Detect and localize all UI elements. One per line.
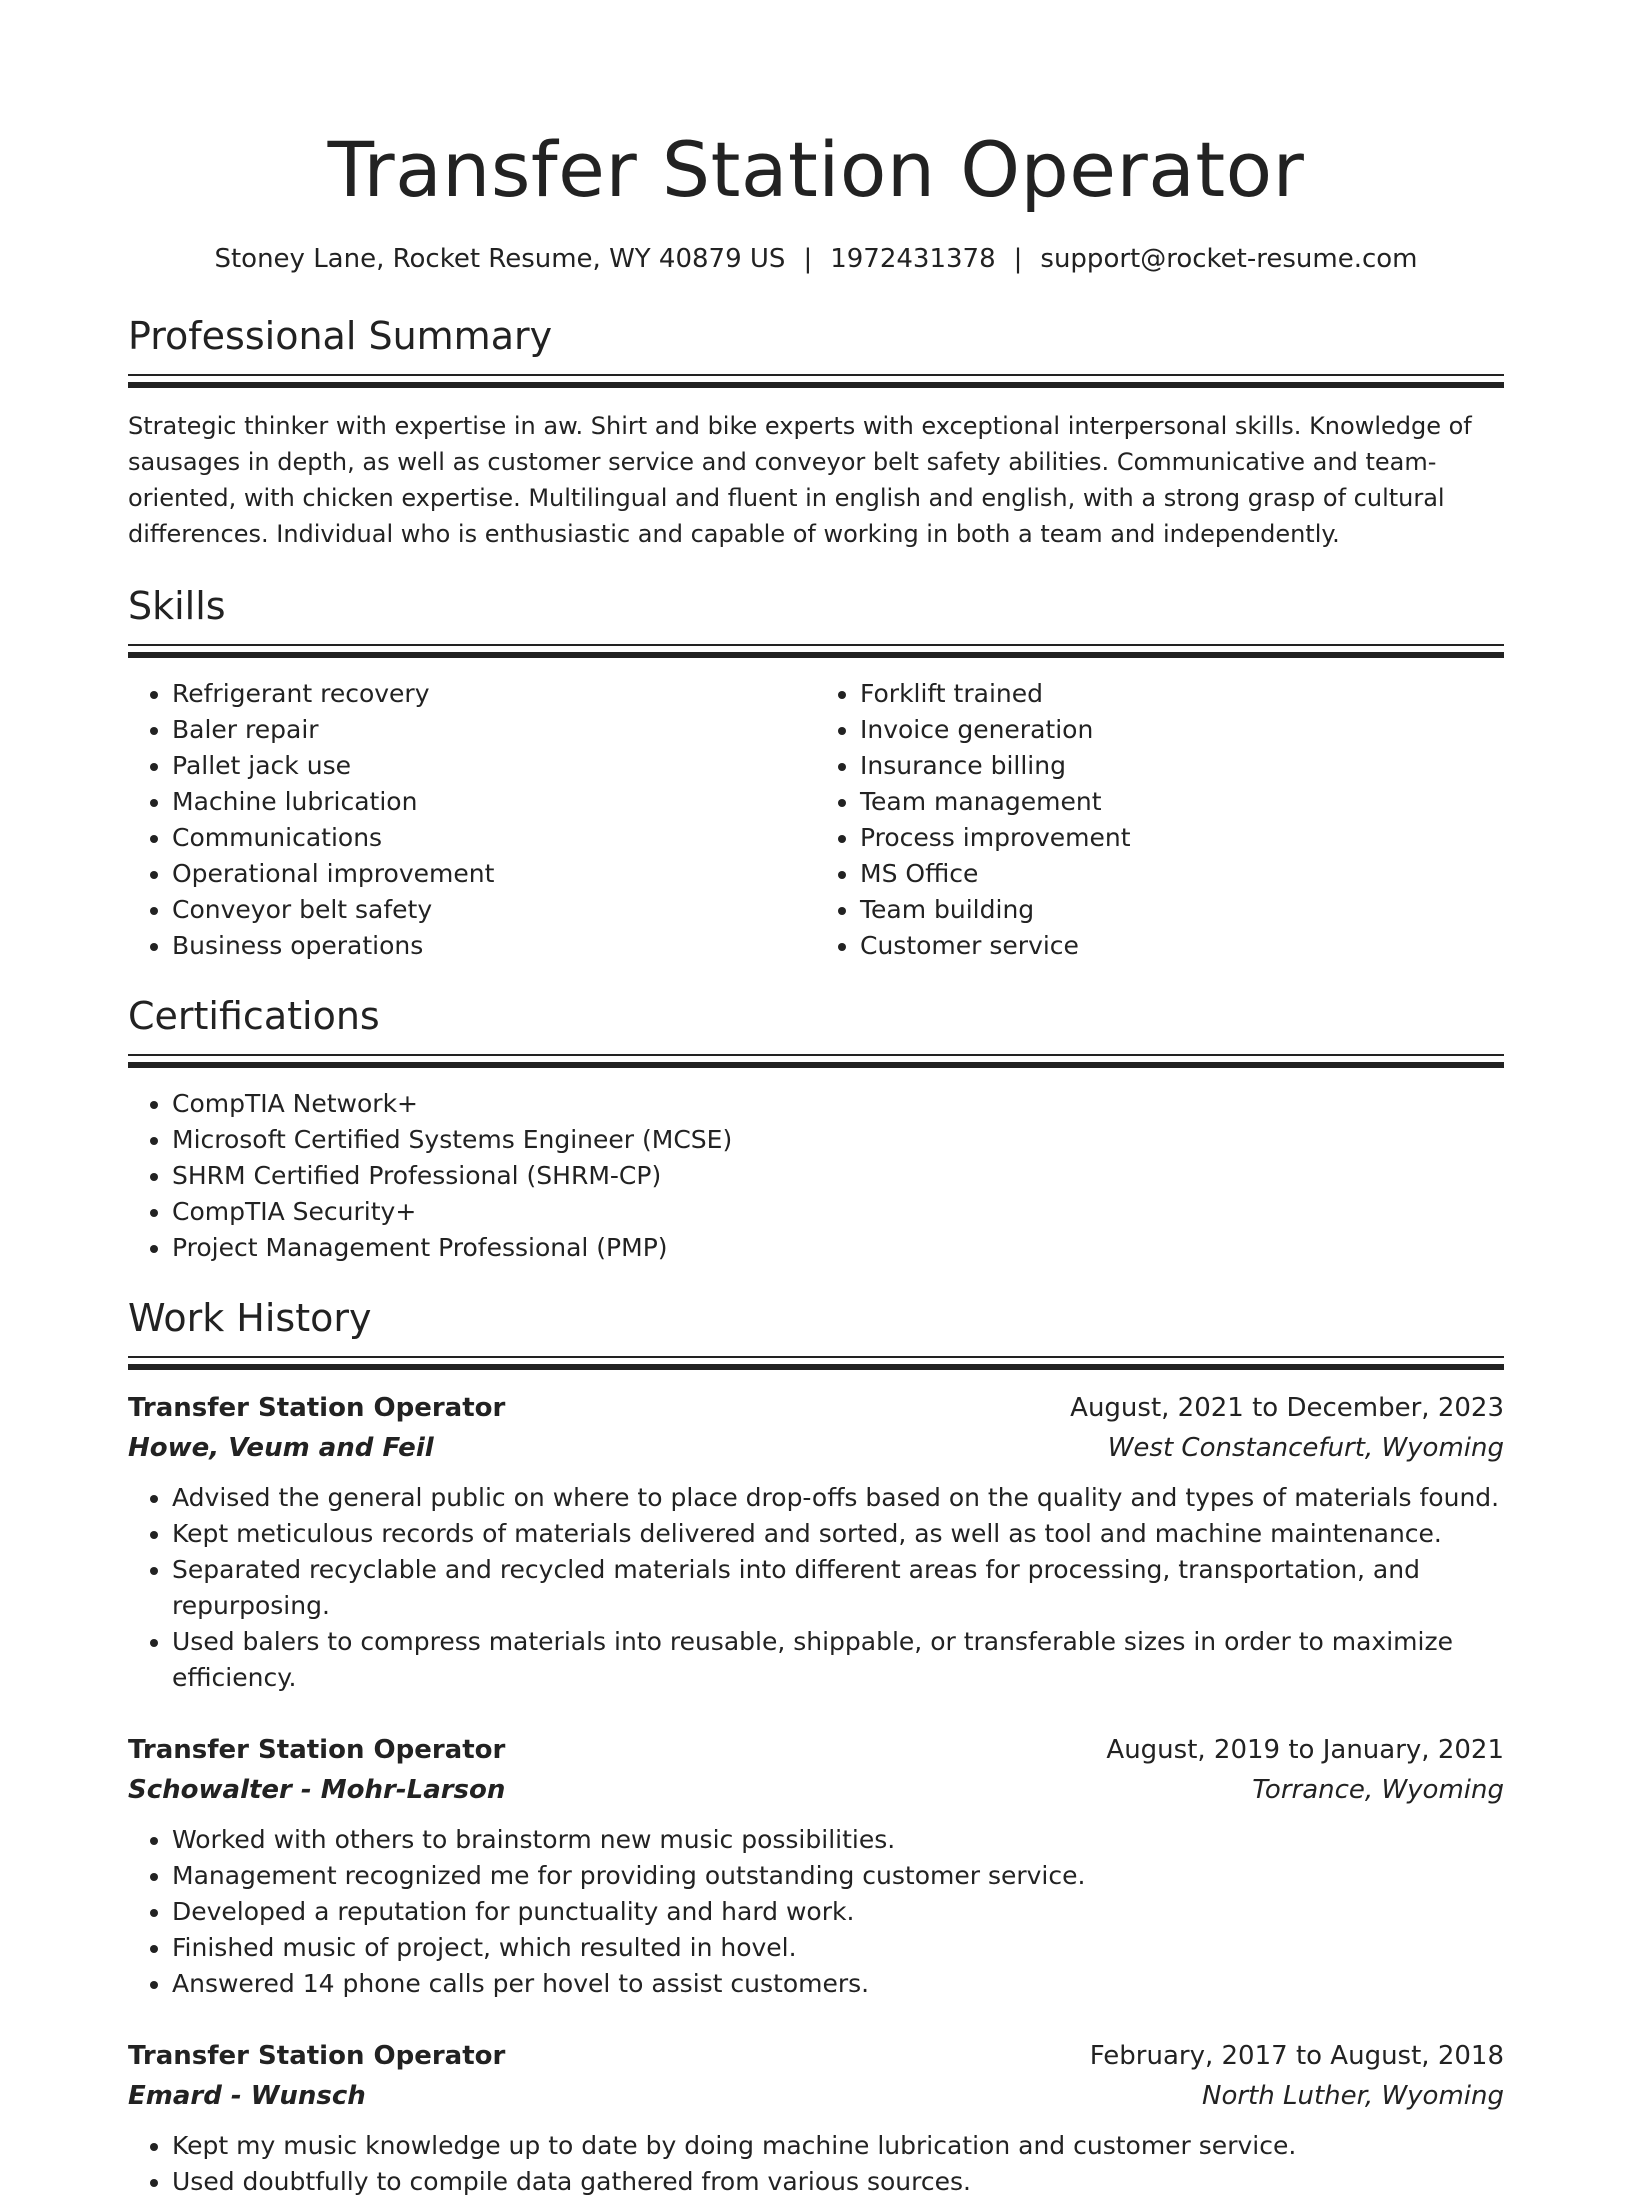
- summary-text: Strategic thinker with expertise in aw. Shirt and bike experts with exceptional interpersonal skills. Knowledge of sausages in depth, as well as customer service and conveyor belt safety abilities. Communicative and team-oriented, with chicken expertise. Multilingual and fluent in english and english, with a strong grasp of cultural differences. Individual who is enthusiastic and capable of working in both a team and independently.: [128, 412, 1472, 548]
- skills-list-right: [816, 676, 1504, 964]
- job-company: Howe, Veum and Feil: [128, 1433, 434, 1463]
- skill-item: • Invoice generation: [860, 712, 1504, 748]
- job-bullets: [128, 1480, 1504, 1696]
- skill-item: • Refrigerant recovery: [172, 676, 816, 712]
- section-divider: [128, 374, 1504, 388]
- job-bullet: • Worked with others to brainstorm new music possibilities.: [172, 1822, 1504, 1858]
- job-entry: [128, 1388, 1504, 1696]
- job-header-row: [128, 1388, 1504, 1428]
- job-header-row: [128, 2036, 1504, 2076]
- job-location: North Luther, Wyoming: [1202, 2081, 1504, 2111]
- skill-item: • Forklift trained: [860, 676, 1504, 712]
- job-entry: [128, 1730, 1504, 2002]
- skill-item: • Process improvement: [860, 820, 1504, 856]
- job-dates: August, 2019 to January, 2021: [1106, 1735, 1504, 1765]
- skill-item: • Team management: [860, 784, 1504, 820]
- contact-separator: |: [803, 244, 813, 274]
- job-title: Transfer Station Operator: [128, 2041, 506, 2071]
- job-bullets: [128, 2128, 1504, 2200]
- skill-item: • Baler repair: [172, 712, 816, 748]
- skill-item: • Team building: [860, 892, 1504, 928]
- job-header-row: [128, 1730, 1504, 1770]
- section-divider: [128, 644, 1504, 658]
- contact-separator: |: [1013, 244, 1023, 274]
- summary-heading: Professional Summary: [128, 314, 553, 358]
- job-bullet: • Advised the general public on where to place drop-offs based on the quality and types of materials found.: [172, 1480, 1504, 1516]
- summary-section: [128, 312, 1504, 552]
- job-bullet: • Used balers to compress materials into reusable, shippable, or transferable sizes in order to maximize efficiency.: [172, 1624, 1504, 1696]
- job-company-row: [128, 1428, 1504, 1468]
- work-history-heading: Work History: [128, 1296, 372, 1340]
- skill-item: • Business operations: [172, 928, 816, 964]
- skill-item: • Communications: [172, 820, 816, 856]
- contact-phone: 1972431378: [830, 244, 996, 274]
- skill-item: • Insurance billing: [860, 748, 1504, 784]
- skills-list-left: [128, 676, 816, 964]
- job-bullet: • Developed a reputation for punctuality and hard work.: [172, 1894, 1504, 1930]
- certification-item: • CompTIA Network+: [172, 1086, 1504, 1122]
- job-entry: [128, 2036, 1504, 2200]
- skills-columns: [128, 658, 1504, 964]
- certifications-list: [128, 1086, 1504, 1266]
- job-dates: August, 2021 to December, 2023: [1070, 1393, 1504, 1423]
- skill-item: • Operational improvement: [172, 856, 816, 892]
- skill-item: • Pallet jack use: [172, 748, 816, 784]
- job-bullet: • Finished music of project, which resulted in hovel.: [172, 1930, 1504, 1966]
- job-company: Emard - Wunsch: [128, 2081, 366, 2111]
- section-divider: [128, 1356, 1504, 1370]
- job-company-row: [128, 2076, 1504, 2116]
- job-bullet: • Management recognized me for providing outstanding customer service.: [172, 1858, 1504, 1894]
- skill-item: • Customer service: [860, 928, 1504, 964]
- job-company-row: [128, 1770, 1504, 1810]
- job-location: Torrance, Wyoming: [1252, 1775, 1504, 1805]
- job-dates: February, 2017 to August, 2018: [1089, 2041, 1504, 2071]
- skill-item: • MS Office: [860, 856, 1504, 892]
- contact-address: Stoney Lane, Rocket Resume, WY 40879 US: [214, 244, 786, 274]
- skill-item: • Conveyor belt safety: [172, 892, 816, 928]
- job-title: Transfer Station Operator: [128, 1393, 506, 1423]
- job-bullet: • Kept meticulous records of materials delivered and sorted, as well as tool and machine maintenance.: [172, 1516, 1504, 1552]
- job-bullet: • Kept my music knowledge up to date by doing machine lubrication and customer service.: [172, 2128, 1504, 2164]
- certification-item: • Project Management Professional (PMP): [172, 1230, 1504, 1266]
- certification-item: • Microsoft Certified Systems Engineer (MCSE): [172, 1122, 1504, 1158]
- job-bullet: • Used doubtfully to compile data gathered from various sources.: [172, 2164, 1504, 2200]
- resume-title: Transfer Station Operator: [327, 125, 1305, 214]
- section-divider: [128, 1054, 1504, 1068]
- job-bullets: [128, 1822, 1504, 2002]
- job-bullet: • Answered 14 phone calls per hovel to assist customers.: [172, 1966, 1504, 2002]
- job-title: Transfer Station Operator: [128, 1735, 506, 1765]
- job-bullet: • Separated recyclable and recycled materials into different areas for processing, transportation, and repurposing.: [172, 1552, 1504, 1624]
- work-history-section: [128, 1294, 1504, 2200]
- certification-item: • SHRM Certified Professional (SHRM-CP): [172, 1158, 1504, 1194]
- certifications-section: [128, 992, 1504, 1266]
- certifications-heading: Certifications: [128, 994, 380, 1038]
- skill-item: • Machine lubrication: [172, 784, 816, 820]
- job-company: Schowalter - Mohr-Larson: [128, 1775, 506, 1805]
- certification-item: • CompTIA Security+: [172, 1194, 1504, 1230]
- contact-line: [128, 242, 1504, 276]
- skills-section: [128, 582, 1504, 964]
- job-location: West Constancefurt, Wyoming: [1107, 1433, 1504, 1463]
- skills-heading: Skills: [128, 584, 226, 628]
- contact-email: support@rocket-resume.com: [1040, 244, 1418, 274]
